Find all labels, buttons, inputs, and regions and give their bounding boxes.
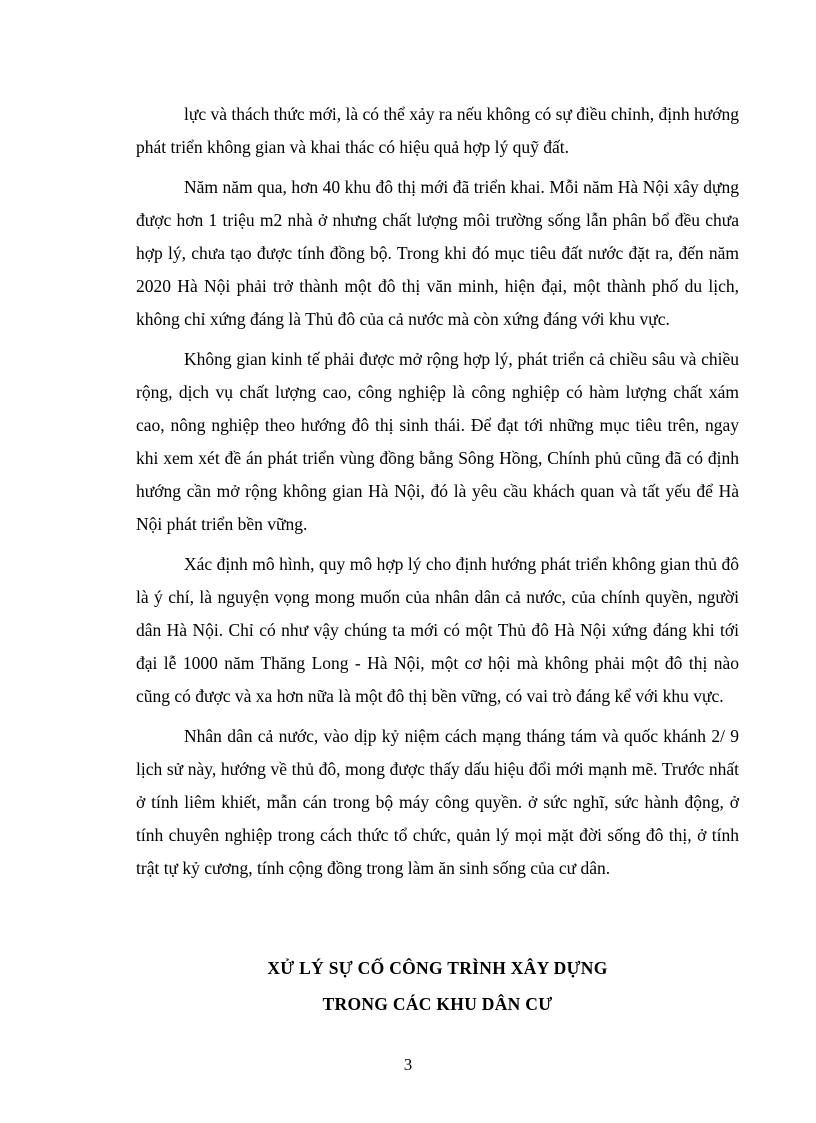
paragraph-3: Không gian kinh tế phải được mở rộng hợp lý, phát triển cả chiều sâu và chiều rộng, dịch vụ chất lượng cao, công nghiệp là công nghiệp có hàm lượng chất xám cao, nông nghiệp theo hướng đô thị sinh thái. Để đạt tới những mục tiêu trên, ngay khi xem xét đề án phát triển vùng đồng bằng Sông Hồng, Chính phủ cũng đã có định hướng cần mở rộng không gian Hà Nội, đó là yêu cầu khách quan và tất yếu để Hà Nội phát triển bền vững. xyxy=(136,349,739,534)
paragraph-5: Nhân dân cả nước, vào dịp kỷ niệm cách mạng tháng tám và quốc khánh 2/ 9 lịch sử này, hướng về thủ đô, mong được thấy dấu hiệu đổi mới mạnh mẽ. Trước nhất ở tính liêm khiết, mẫn cán trong bộ máy công quyền. ở sức nghĩ, sức hành động, ở tính chuyên nghiệp trong cách thức tổ chức, quản lý mọi mặt đời sống đô thị, ở tính trật tự kỷ cương, tính cộng đồng trong làm ăn sinh sống của cư dân. xyxy=(136,726,739,878)
section-heading-line-2: TRONG CÁC KHU DÂN CƯ xyxy=(322,994,553,1014)
paragraph-4: Xác định mô hình, quy mô hợp lý cho định hướng phát triển không gian thủ đô là ý chí, là nguyện vọng mong muốn của nhân dân cả nước, của chính quyền, người dân Hà Nội. Chỉ có như vậy chúng ta mới có một Thủ đô Hà Nội xứng đáng khi tới đại lễ 1000 năm Thăng Long - Hà Nội, một cơ hội mà không phải một đô thị nào cũng có được và xa hơn nữa là một đô thị bền vững, có vai trò đáng kể với khu vực. xyxy=(136,554,739,706)
section-heading xyxy=(136,950,739,1022)
page-number: 3 xyxy=(403,1055,413,1074)
document-body xyxy=(136,98,739,892)
section-heading-line-1: XỬ LÝ SỰ CỐ CÔNG TRÌNH XÂY DỰNG xyxy=(267,958,608,978)
paragraph-2: Năm năm qua, hơn 40 khu đô thị mới đã triển khai. Mỗi năm Hà Nội xây dựng được hơn 1 triệu m2 nhà ở nhưng chất lượng môi trường sống lẫn phân bổ đều chưa hợp lý, chưa tạo được tính đồng bộ. Trong khi đó mục tiêu đất nước đặt ra, đến năm 2020 Hà Nội phải trở thành một đô thị văn minh, hiện đại, một thành phố du lịch, không chỉ xứng đáng là Thủ đô của cả nước mà còn xứng đáng với khu vực. xyxy=(136,177,739,329)
paragraph-1: lực và thách thức mới, là có thể xảy ra nếu không có sự điều chỉnh, định hướng phát triển không gian và khai thác có hiệu quả hợp lý quỹ đất. xyxy=(136,104,739,157)
